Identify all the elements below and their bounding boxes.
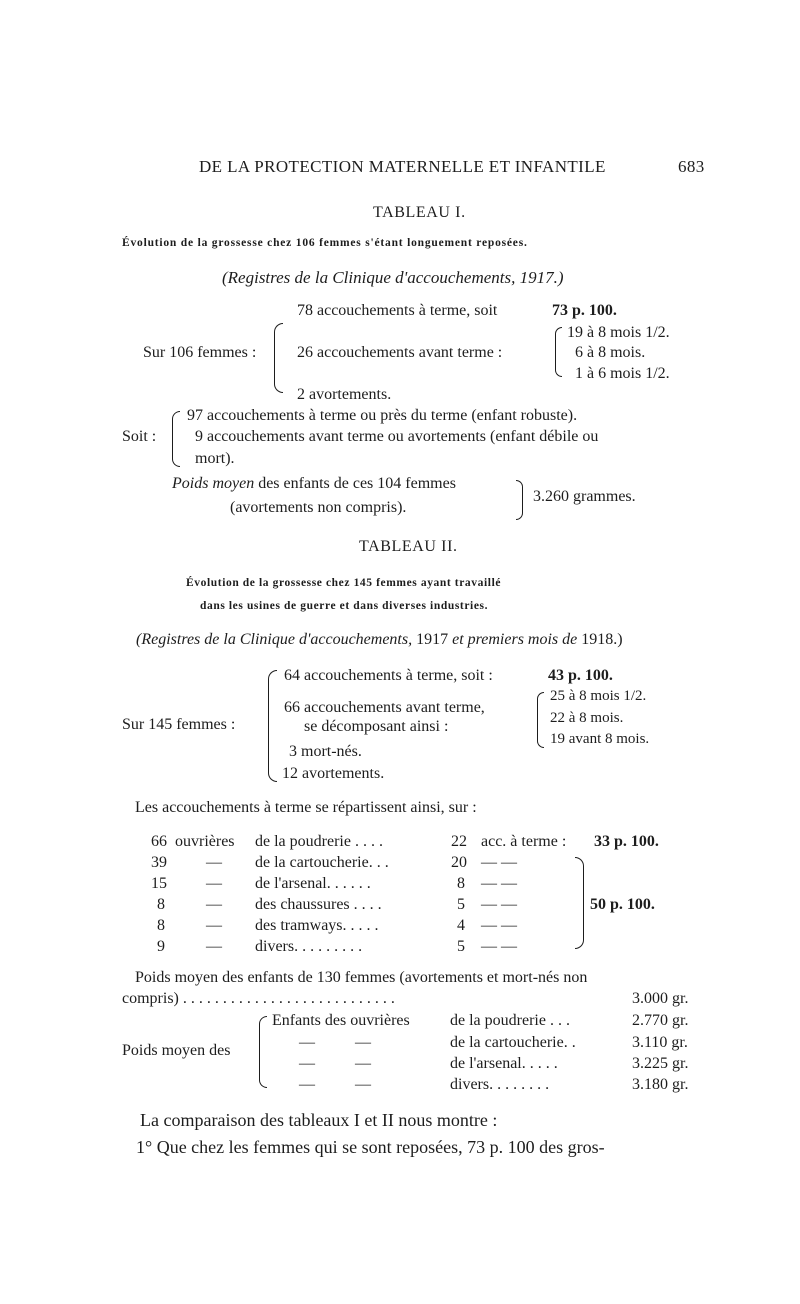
poids-row-v: 3.110 gr. [632, 1034, 688, 1051]
tableau2-sub-2: 22 à 8 mois. [550, 710, 624, 726]
row-dash: — [206, 854, 222, 871]
row-count: 4 [457, 917, 465, 934]
row-n: 15 [151, 875, 167, 892]
tableau2-heading: TABLEAU II. [359, 538, 458, 555]
tableau2-line-avortements: 12 avortements. [282, 765, 385, 782]
tableau1-group-label: Sur 106 femmes : [143, 344, 257, 361]
tableau2-subtitle-2: dans les usines de guerre et dans diverses industries. [200, 600, 489, 612]
row-rest: — — [481, 917, 517, 934]
row-dash: — [206, 917, 222, 934]
row-n: 8 [157, 917, 165, 934]
tableau2-line-decomp: se décomposant ainsi : [304, 718, 449, 735]
poids-row-b: de l'arsenal. . . . . [450, 1055, 558, 1072]
tableau1-source: (Registres de la Clinique d'accouchements, 1917.) [222, 268, 564, 287]
row-where: des tramways. . . . . [255, 917, 379, 934]
row-where: divers. . . . . . . . . [255, 938, 363, 955]
tableau2-left-brace [268, 670, 277, 782]
running-header: DE LA PROTECTION MATERNELLE ET INFANTILE [199, 157, 606, 176]
row-rest: — — [481, 854, 517, 871]
poids-moyen-line2: compris) . . . . . . . . . . . . . . . . . . . . . . . . . . . [122, 990, 395, 1007]
poids-line1-text: des enfants de ces 104 femmes [258, 475, 456, 492]
row-rest: — — [481, 938, 517, 955]
poids-row-a: — — [299, 1076, 371, 1093]
row-pct-1: 33 p. 100. [594, 833, 659, 850]
row-n: 8 [157, 896, 165, 913]
poids-row-v: 3.225 gr. [632, 1055, 689, 1072]
poids-moyen-des-label: Poids moyen des [122, 1042, 231, 1059]
row-n: 39 [151, 854, 167, 871]
tableau1-sub-3: 1 à 6 mois 1/2. [575, 365, 670, 382]
tableau1-soit-1: 97 accouchements à terme ou près du terme (enfant robuste). [187, 407, 578, 424]
row-where: de la poudrerie . . . . [255, 833, 383, 850]
tableau1-soit-2: 9 accouchements avant terme ou avortements (enfant débile ou [195, 428, 599, 445]
tableau1-pct: 73 p. 100. [552, 302, 617, 319]
poids-row-b: de la cartoucherie. . [450, 1034, 576, 1051]
poids-moyen-line1: Poids moyen des enfants de 130 femmes (avortements et mort-nés non [135, 969, 588, 986]
conclusion-line1: La comparaison des tableaux I et II nous montre : [140, 1110, 498, 1130]
tableau2-source [136, 632, 623, 648]
row-dash: — [206, 896, 222, 913]
tableau2-line-terme: 64 accouchements à terme, soit : [284, 667, 493, 684]
row-count: 5 [457, 938, 465, 955]
poids-moyen-brace [259, 1016, 267, 1088]
tableau1-sub-1: 19 à 8 mois 1/2. [567, 324, 670, 341]
tableau1-sub-2: 6 à 8 mois. [575, 344, 646, 361]
tableau1-poids-value: 3.260 grammes. [533, 488, 636, 505]
tableau1-left-brace [274, 323, 283, 393]
source-year: 1917 [416, 631, 449, 648]
row-rest: — — [481, 875, 517, 892]
poids-row-b: de la poudrerie . . . [450, 1012, 570, 1029]
tableau1-line-avant: 26 accouchements avant terme : [297, 344, 503, 361]
row-ouvrieres: ouvrières [175, 833, 235, 850]
row-where: de l'arsenal. . . . . . [255, 875, 371, 892]
tableau1-subtitle: Évolution de la grossesse chez 106 femmes s'étant longuement reposées. [122, 237, 528, 249]
poids-row-a: Enfants des ouvrières [272, 1012, 410, 1029]
poids-row-v: 3.180 gr. [632, 1076, 689, 1093]
row-where: de la cartoucherie. . . [255, 854, 389, 871]
row-n: 9 [157, 938, 165, 955]
source-italic-1: (Registres de la Clinique d'accouchements, [136, 631, 413, 648]
conclusion-line2: 1° Que chez les femmes qui se sont reposées, 73 p. 100 des gros- [136, 1137, 605, 1157]
row-count: 22 [451, 833, 467, 850]
tableau2-subtitle-1: Évolution de la grossesse chez 145 femmes ayant travaillé [186, 577, 502, 589]
tableau1-soit-label: Soit : [122, 428, 157, 445]
tableau1-poids-line1 [172, 476, 456, 492]
tableau2-pct: 43 p. 100. [548, 667, 613, 684]
row-dash: — [206, 938, 222, 955]
source-italic-2: et premiers mois de [452, 631, 578, 648]
tableau2-line-avant: 66 accouchements avant terme, [284, 699, 485, 716]
tableau1-line-terme: 78 accouchements à terme, soit [297, 302, 498, 319]
poids-moyen-italic: Poids moyen [172, 475, 255, 492]
poids-row-v: 2.770 gr. [632, 1012, 689, 1029]
tableau1-sub-brace [555, 327, 562, 377]
tableau2-group-label: Sur 145 femmes : [122, 716, 236, 733]
tableau2-sub-1: 25 à 8 mois 1/2. [550, 688, 647, 704]
row-where: des chaussures . . . . [255, 896, 382, 913]
tableau2-sub-brace [537, 692, 544, 748]
poids-row-a: — — [299, 1034, 371, 1051]
poids-moyen-value: 3.000 gr. [632, 990, 689, 1007]
repartition-brace [575, 857, 584, 949]
row-count: 8 [457, 875, 465, 892]
page-number: 683 [678, 157, 705, 176]
row-rest: acc. à terme : [481, 833, 567, 850]
poids-row-b: divers. . . . . . . . [450, 1076, 550, 1093]
tableau2-sub-3: 19 avant 8 mois. [550, 731, 650, 747]
tableau2-line-mortnes: 3 mort-nés. [289, 743, 362, 760]
row-count: 5 [457, 896, 465, 913]
tableau1-heading: TABLEAU I. [373, 204, 466, 221]
repartition-intro: Les accouchements à terme se répartissent ainsi, sur : [135, 799, 477, 816]
row-dash: — [206, 875, 222, 892]
tableau1-poids-line2: (avortements non compris). [230, 499, 407, 516]
row-count: 20 [451, 854, 467, 871]
poids-row-a: — — [299, 1055, 371, 1072]
row-pct-2: 50 p. 100. [590, 896, 655, 913]
source-end: 1918.) [581, 631, 623, 648]
tableau1-line-avortements: 2 avortements. [297, 386, 392, 403]
row-rest: — — [481, 896, 517, 913]
tableau1-soit-brace [172, 411, 180, 467]
tableau1-poids-brace [516, 480, 523, 520]
tableau1-soit-3: mort). [195, 450, 235, 467]
row-n: 66 [151, 833, 167, 850]
